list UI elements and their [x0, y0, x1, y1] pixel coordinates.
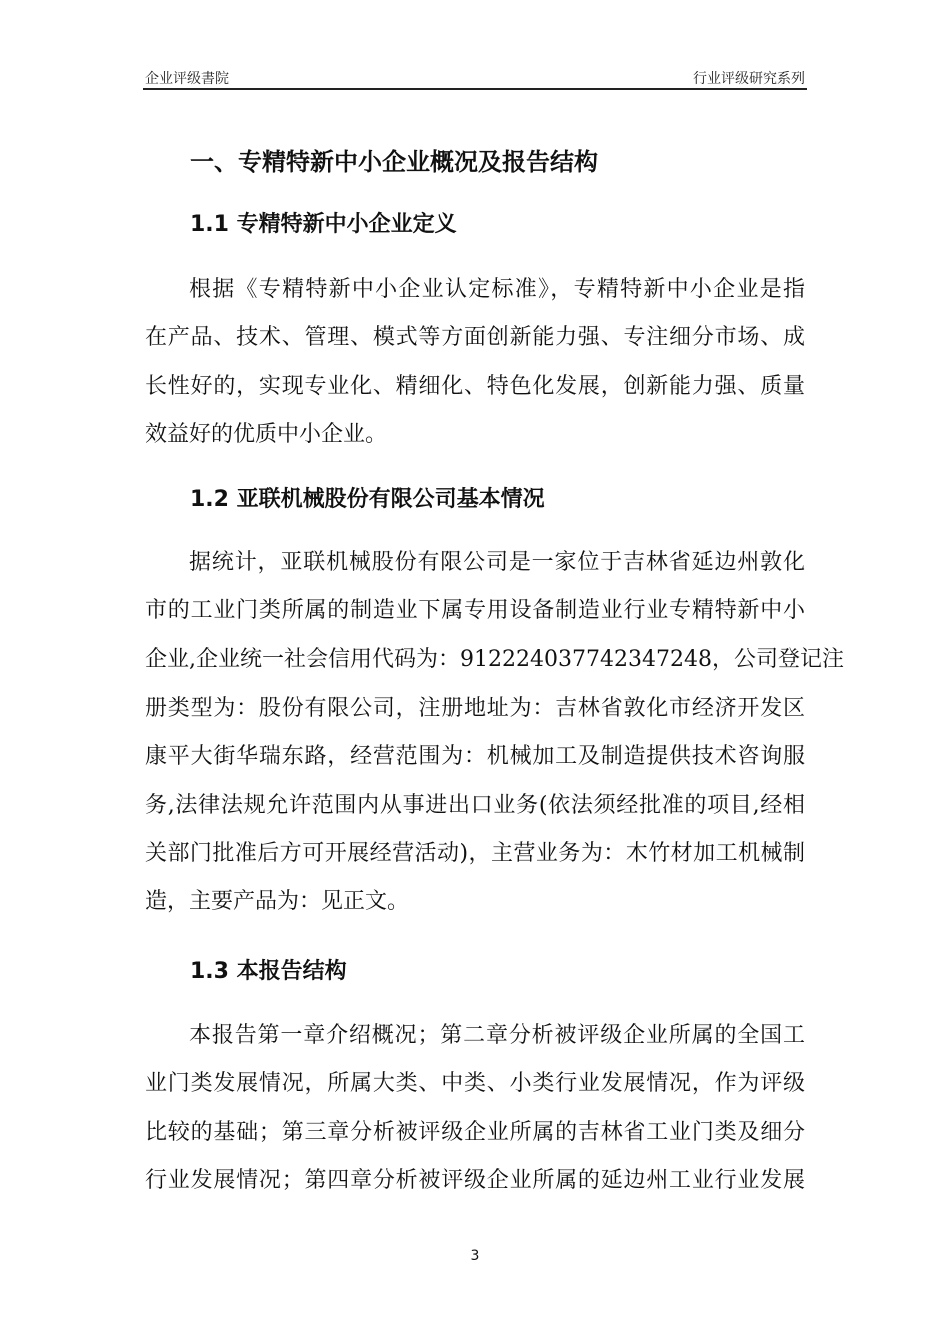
paragraph-line: 本报告第一章介绍概况；第二章分析被评级企业所属的全国工: [189, 1023, 805, 1048]
paragraph-line: 长性好的，实现专业化、精细化、特色化发展，创新能力强、质量: [145, 374, 805, 399]
paragraph-line: 册类型为：股份有限公司，注册地址为：吉林省敦化市经济开发区: [145, 696, 805, 721]
paragraph-line: 根据《专精特新中小企业认定标准》，专精特新中小企业是指: [189, 277, 805, 302]
header-divider: [143, 88, 807, 90]
paragraph-line: 企业,企业统一社会信用代码为：912224037742347248，公司登记注: [145, 647, 844, 672]
section-heading: 1.1 专精特新中小企业定义: [190, 212, 457, 237]
paragraph-line: 在产品、技术、管理、模式等方面创新能力强、专注细分市场、成: [145, 325, 805, 350]
paragraph-line: 康平大街华瑞东路，经营范围为：机械加工及制造提供技术咨询服: [145, 744, 805, 769]
section-heading: 1.2 亚联机械股份有限公司基本情况: [190, 487, 545, 512]
paragraph-line: 关部门批准后方可开展经营活动)，主营业务为：木竹材加工机械制: [145, 841, 805, 866]
header-right: 行业评级研究系列: [693, 71, 805, 87]
paragraph-line: 行业发展情况；第四章分析被评级企业所属的延边州工业行业发展: [145, 1168, 805, 1193]
paragraph-line: 市的工业门类所属的制造业下属专用设备制造业行业专精特新中小: [145, 598, 805, 623]
paragraph-line: 比较的基础；第三章分析被评级企业所属的吉林省工业门类及细分: [145, 1120, 805, 1145]
paragraph-line: 效益好的优质中小企业。: [145, 422, 388, 447]
page-number: 3: [470, 1248, 480, 1264]
section-heading: 1.3 本报告结构: [190, 959, 347, 984]
paragraph-line: 务,法律法规允许范围内从事进出口业务(依法须经批准的项目,经相: [145, 793, 805, 818]
paragraph-line: 造，主要产品为：见正文。: [145, 889, 410, 914]
paragraph-line: 据统计，亚联机械股份有限公司是一家位于吉林省延边州敦化: [189, 550, 805, 575]
chapter-title: 一、专精特新中小企业概况及报告结构: [190, 148, 598, 176]
header-left: 企业评级書院: [145, 71, 229, 87]
paragraph-line: 业门类发展情况，所属大类、中类、小类行业发展情况，作为评级: [145, 1071, 805, 1096]
